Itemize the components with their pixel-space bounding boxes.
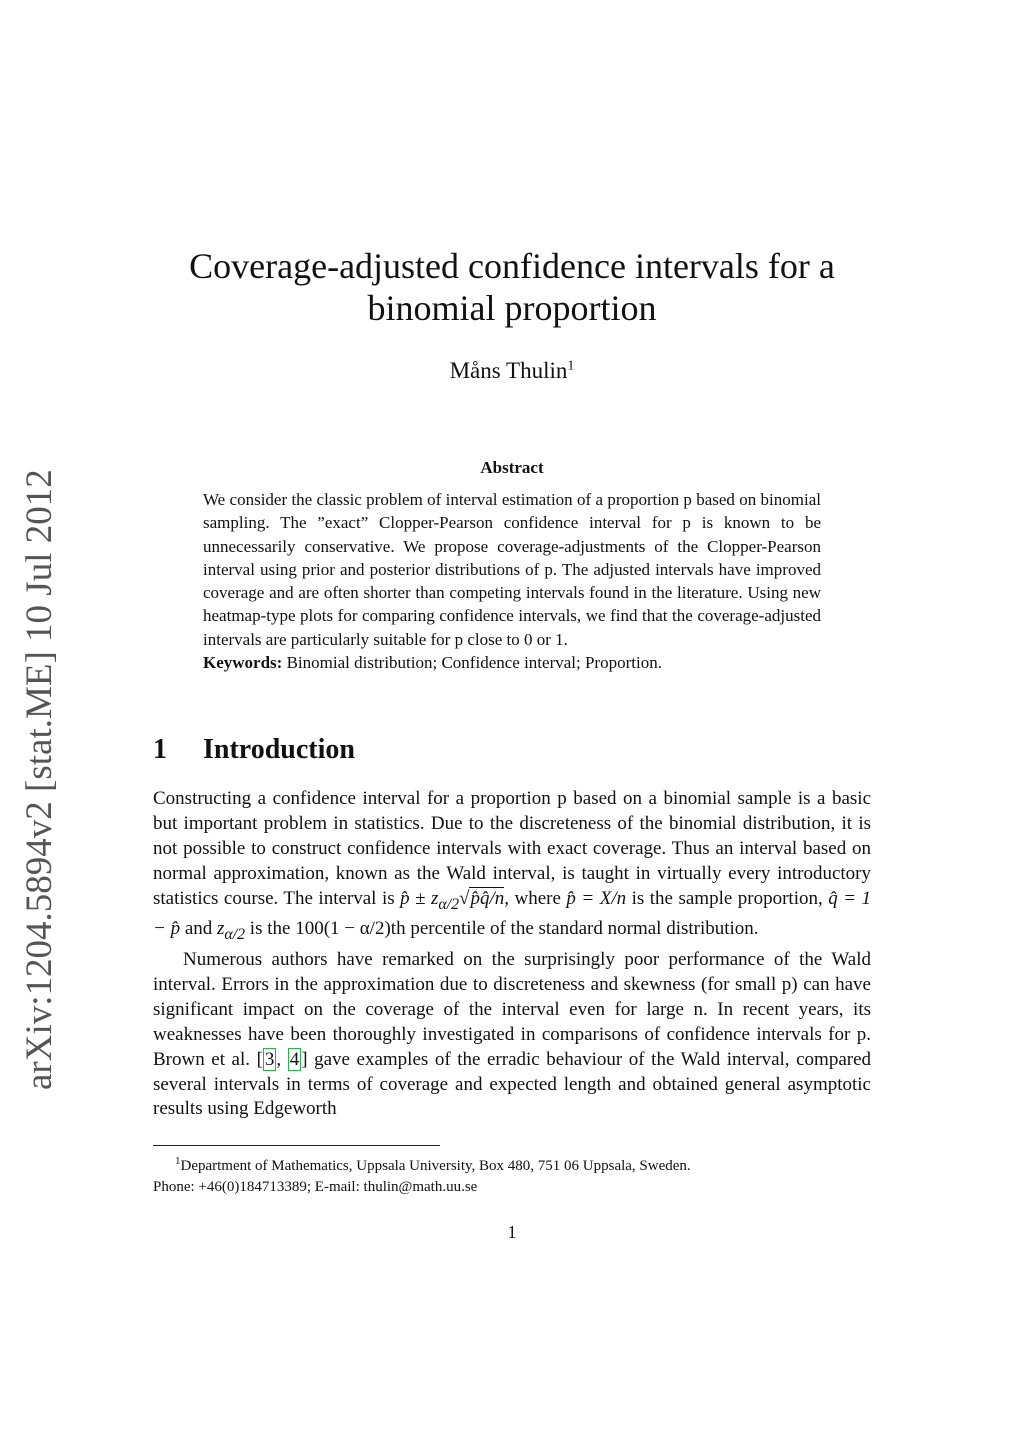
author-line <box>150 358 874 384</box>
footnote-mark: 1 <box>175 1155 181 1167</box>
footnote <box>153 1151 873 1198</box>
section-number: 1 <box>153 734 167 765</box>
wald-formula-sub: α/2 <box>438 895 460 913</box>
arxiv-stamp: arXiv:1204.5894v2 [stat.ME] 10 Jul 2012 <box>19 469 60 1090</box>
intro-p1-text-e: is the <box>249 918 291 940</box>
intro-paragraph-2: Numerous authors have remarked on the surprisingly poor performance of the Wald interval. Errors in the approximation due to discreteness and skewness (for small p) can have significant impact on the coverage of the interval even for large n. In recent years, its weaknesses have been thoroughly investigated in comparisons of confidence intervals for p. Brown et al. [ 3 , 4 ] gave examples of the erradic behaviour of the Wald interval, compared several intervals in terms of coverage and expected length and obtained general asymptotic results using Edgeworth <box>153 949 872 1120</box>
z-formula <box>217 918 246 944</box>
intro-p2-text-a: Numerous authors have remarked on the surprisingly poor performance of the Wald interval. Errors in the approximation due to discreteness and skewness (for small p) can have significant impact on the coverage of the interval even for large n. In recent years, its weaknesses have been thoroughly investigated in comparisons of confidence intervals for p. Brown et al. <box>153 949 871 1070</box>
citation-link-3[interactable]: 3 <box>264 1048 275 1070</box>
intro-p2-text-b: gave examples of the erradic behaviour of the Wald interval, compared several intervals in terms of coverage and expected length and obtained general asymptotic results using Edgeworth <box>153 1048 872 1120</box>
paper-title <box>150 245 874 329</box>
wald-formula-sqrt: p̂q̂/n <box>470 887 505 909</box>
footnote-affiliation: Department of Mathematics, Uppsala University, Box 480, 751 06 Uppsala, Sweden. <box>180 1158 691 1174</box>
section-title: Introduction <box>203 734 355 765</box>
abstract-body <box>203 488 821 674</box>
z-formula-sub: α/2 <box>224 926 246 944</box>
keywords-line <box>203 651 821 674</box>
introduction-body <box>153 787 871 1122</box>
keywords-text: Binomial distribution; Confidence interval; Proportion. <box>286 653 662 673</box>
footnote-divider <box>153 1145 440 1146</box>
intro-p1-text-c: is the sample proportion, <box>631 887 823 909</box>
intro-paragraph-1 <box>153 787 871 948</box>
intro-p1-text-f: 100(1 − α/2)th percentile of the standard normal distribution. <box>295 918 759 940</box>
author-footnote-mark: 1 <box>567 358 575 374</box>
citation-link-4[interactable]: 4 <box>289 1048 300 1070</box>
intro-p1-text-a: Constructing a confidence interval for a proportion p based on a binomial sample is a basic but important problem in statistics. Due to the discreteness of the binomial distribution, it is not possible to construct confidence intervals with exact coverage. Thus an interval based on normal approximation, known as the Wald interval, is taught in virtually every introductory statistics course. The interval is <box>153 788 871 909</box>
footnote-line-1 <box>153 1151 873 1177</box>
footnote-line-2: Phone: +46(0)184713389; E-mail: thulin@math.uu.se <box>153 1179 478 1195</box>
intro-p1-text-d: and <box>184 918 213 940</box>
qhat-formula: q̂ = 1 − p̂ <box>153 887 872 940</box>
abstract-heading: Abstract <box>480 458 544 477</box>
intro-p1-text-b: , where <box>504 887 561 909</box>
abstract-text: We consider the classic problem of interval estimation of a proportion p based on binomial sampling. The ”exact” Clopper-Pearson confidence interval for p is known to be unnecessarily conservative. We propose coverage-adjustments of the Clopper-Pearson interval using prior and posterior distributions of p. The adjusted intervals have improved coverage and are often shorter than competing intervals found in the literature. Using new heatmap-type plots for comparing confidence intervals, we find that the coverage-adjusted intervals are particularly suitable for p close to 0 or 1. <box>203 490 821 649</box>
z-formula-head: z <box>217 918 225 940</box>
author-name: Måns Thulin <box>449 358 568 383</box>
title-line-2: binomial proportion <box>367 288 657 328</box>
phat-formula: p̂ = X/n <box>566 887 627 909</box>
wald-formula: p̂ ± $z_{\alpha/2}√p̂q̂/n$ <box>400 887 505 913</box>
title-line-1: Coverage-adjusted confidence intervals for a <box>189 246 835 286</box>
page-number: 1 <box>507 1222 517 1242</box>
section-heading <box>153 734 873 766</box>
keywords-label: Keywords: <box>203 653 283 673</box>
wald-formula-head: p̂ ± z <box>400 887 439 909</box>
